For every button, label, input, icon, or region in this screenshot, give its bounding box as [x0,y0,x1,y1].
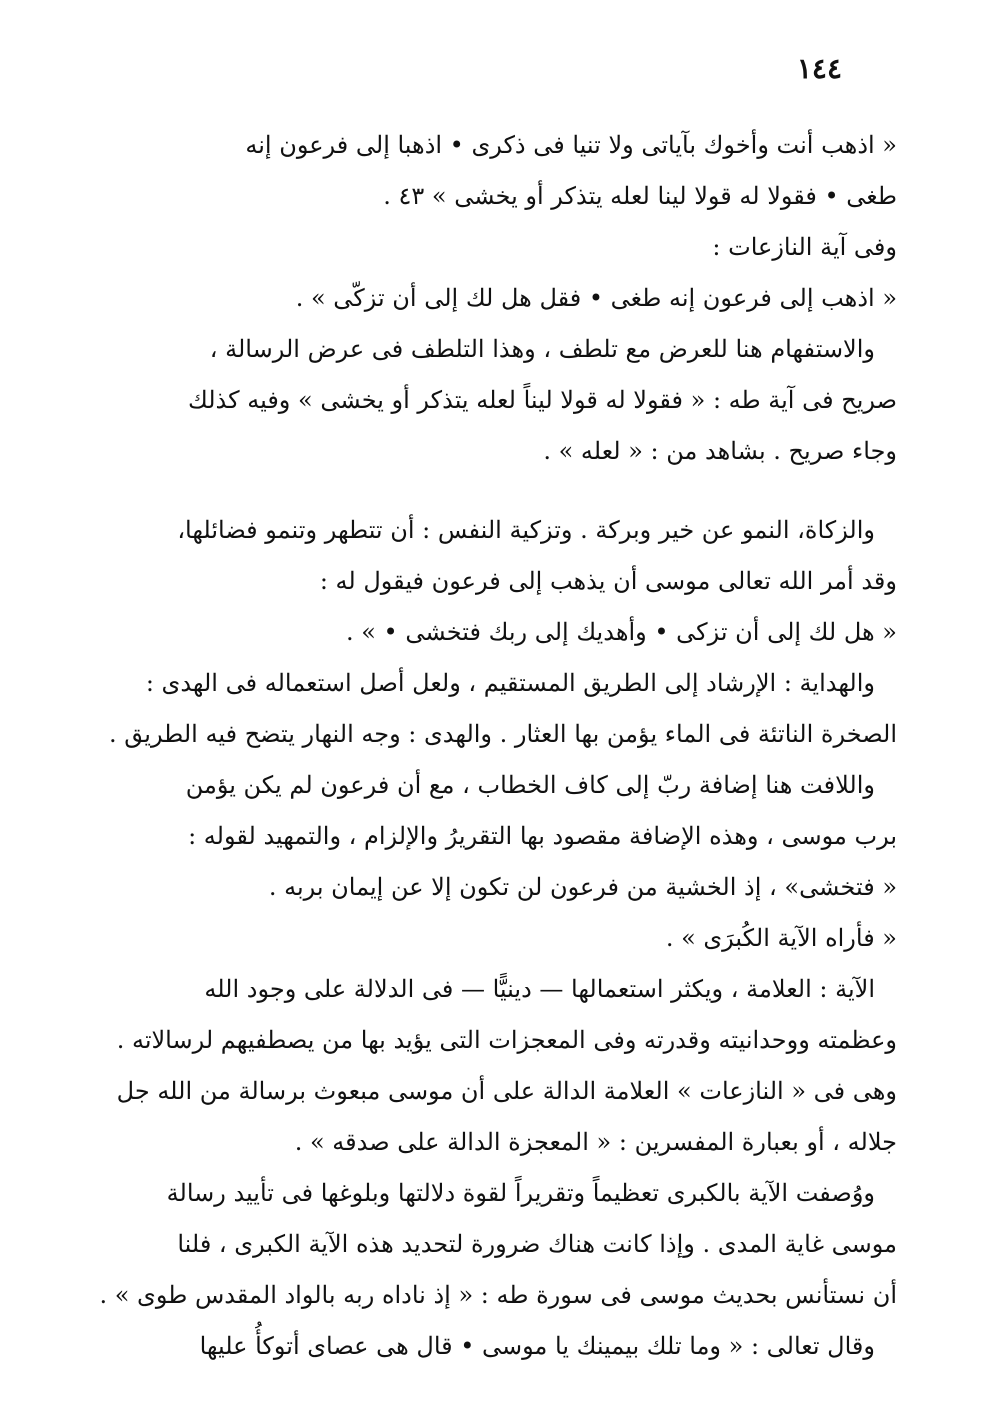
paragraph-istifham [95,324,897,477]
text-line: والهداية : الإرشاد إلى الطريق المستقيم ، ولعل أصل استعماله فى الهدى : [145,669,875,697]
text-line: وفى آية النازعات : [712,233,897,261]
paragraph-aya [95,964,897,1168]
text-line: وجاء صريح . بشاهد من : « لعله » . [543,437,897,465]
text-line: أن نستأنس بحديث موسى فى سورة طه : « إذ ناداه ربه بالواد المقدس طوى » . [99,1281,897,1309]
text-line: والزكاة، النمو عن خير وبركة . وتزكية النفس : أن تتطهر وتنمو فضائلها، [177,516,875,544]
text-line: « فأراه الآية الكُبرَى » . [665,924,897,952]
text-line: « اذهب أنت وأخوك بآياتى ولا تنيا فى ذكرى • اذهبا إلى فرعون إنه [245,131,897,159]
text-line: الآية : العلامة ، ويكثر استعمالها — دينيًّا — فى الدلالة على وجود الله [204,975,875,1003]
text-line: وقد أمر الله تعالى موسى أن يذهب إلى فرعون فيقول له : [319,567,897,595]
text-line: جلاله ، أو بعبارة المفسرين : « المعجزة الدالة على صدقه » . [294,1128,897,1156]
text-line: « اذهب إلى فرعون إنه طغى • فقل هل لك إلى أن تزكّى » . [295,284,897,312]
page-number: ١٤٤ [796,52,842,85]
paragraph-zakat [95,505,897,607]
quote-taha [95,120,897,273]
paragraph-hidaya [95,658,897,760]
paragraph-idafa [95,760,897,913]
quote-naziat [95,273,897,324]
text-line: واللافت هنا إضافة ربّ إلى كاف الخطاب ، مع أن فرعون لم يكن يؤمن [185,771,875,799]
text-line: طغى • فقولا له قولا لينا لعله يتذكر أو يخشى » ٤٣ . [383,182,897,210]
paragraph-wusifat [95,1168,897,1321]
text-line: « فتخشى» ، إذ الخشية من فرعون لن تكون إلا عن إيمان بربه . [268,873,897,901]
text-line: برب موسى ، وهذه الإضافة مقصود بها التقريرُ والإلزام ، والتمهيد لقوله : [188,822,897,850]
section-gap [95,477,897,505]
text-line: وهى فى « النازعات » العلامة الدالة على أن موسى مبعوث برسالة من الله جل [116,1077,897,1105]
paragraph-qala [95,1321,897,1372]
text-line: « هل لك إلى أن تزكى • وأهديك إلى ربك فتخشى • » . [345,618,897,646]
text-line: ووُصفت الآية بالكبرى تعظيماً وتقريراً لقوة دلالتها وبلوغها فى تأييد رسالة [166,1179,875,1207]
quote-ayat-kubra [95,913,897,964]
quote-tazakka [95,607,897,658]
text-line: والاستفهام هنا للعرض مع تلطف ، وهذا التلطف فى عرض الرسالة ، [209,335,875,363]
text-line: الصخرة الناتئة فى الماء يؤمن بها العثار . والهدى : وجه النهار يتضح فيه الطريق . [108,720,897,748]
text-line: وقال تعالى : « وما تلك بيمينك يا موسى • قال هى عصاى أتوكأُ عليها [199,1332,875,1360]
text-line: وعظمته ووحدانيته وقدرته وفى المعجزات التى يؤيد بها من يصطفيهم لرسالاته . [116,1026,897,1054]
text-line: صريح فى آية طه : « فقولا له قولا ليناً لعله يتذكر أو يخشى » وفيه كذلك [188,386,897,414]
page-body [95,120,897,1372]
text-line: موسى غاية المدى . وإذا كانت هناك ضرورة لتحديد هذه الآية الكبرى ، فلنا [177,1230,897,1258]
